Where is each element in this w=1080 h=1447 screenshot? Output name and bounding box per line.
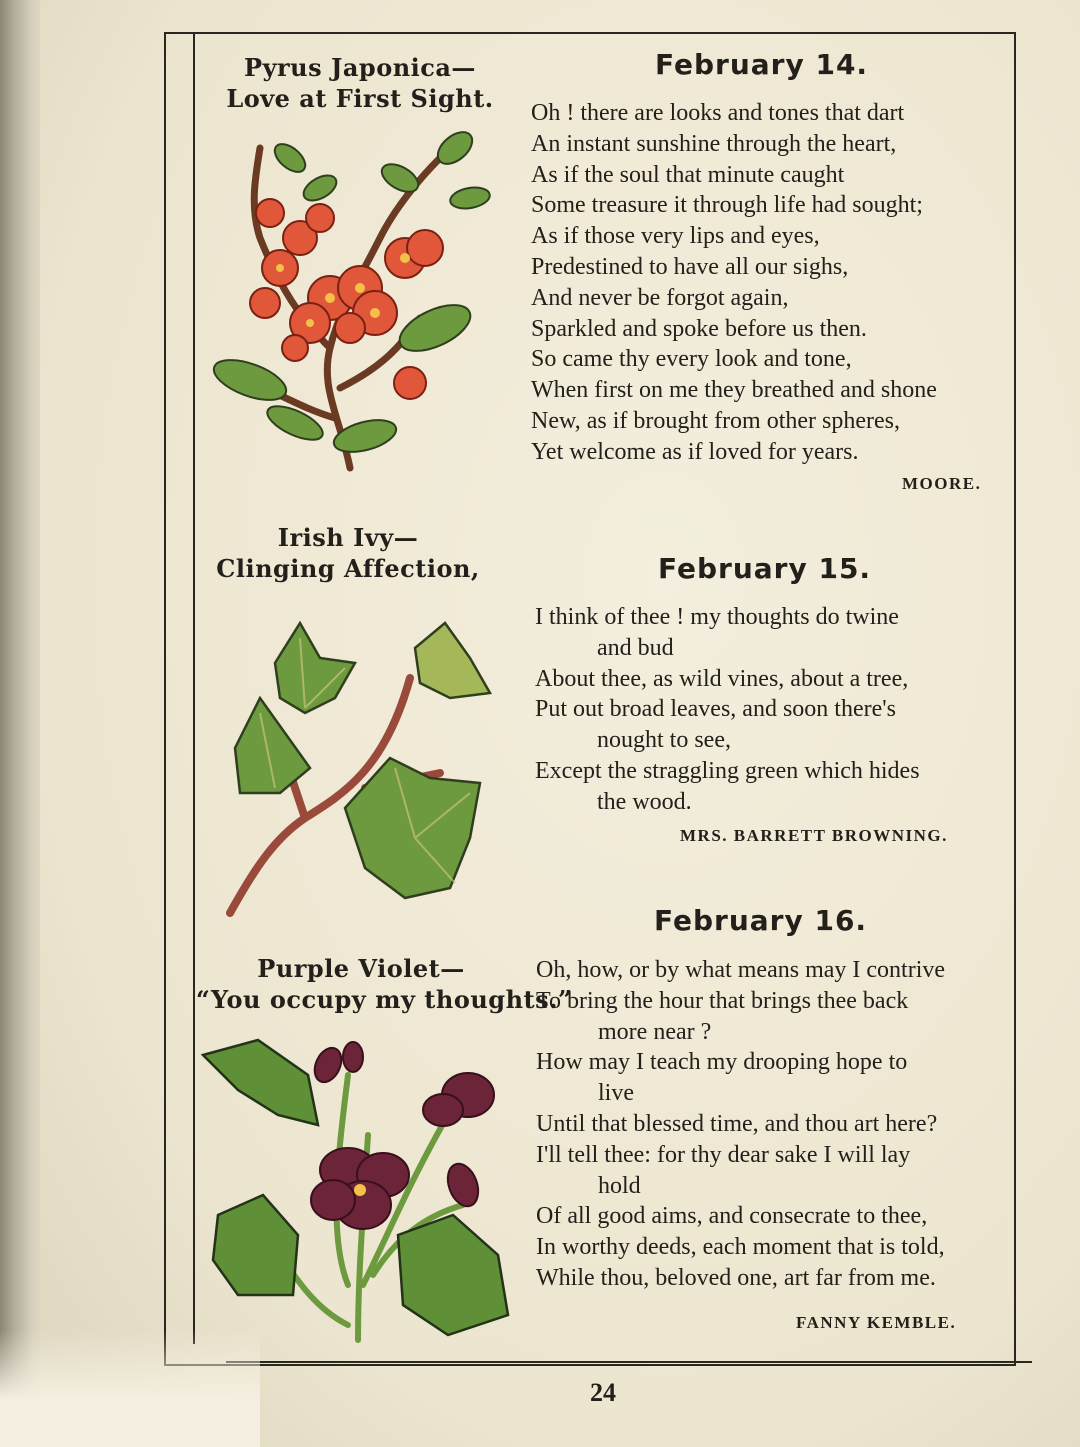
poem-line: more near ? [598, 1018, 712, 1045]
poem-line: Oh ! there are looks and tones that dart [531, 100, 905, 126]
poem-line: As if the soul that minute caught [531, 161, 845, 188]
poem-line: Oh, how, or by what means may I contrive [536, 957, 946, 983]
poem-line: Some treasure it through life had sought; [531, 192, 923, 219]
purple-violet-illustration [198, 1035, 516, 1345]
poem-line: While thou, beloved one, art far from me. [536, 1264, 936, 1291]
poem-line: New, as if brought from other spheres, [531, 407, 901, 434]
poem-line: When first on me they breathed and shone [531, 377, 937, 404]
poem-line: and bud [597, 634, 674, 661]
poem-line: the wood. [597, 788, 692, 815]
page-stain [0, 1330, 260, 1447]
poem-line: I think of thee ! my thoughts do twine [535, 604, 899, 630]
entry-date: February 15. [658, 552, 872, 585]
poem-line: hold [598, 1172, 641, 1199]
poem-line: Yet welcome as if loved for years. [531, 438, 859, 465]
entry-date: February 16. [654, 904, 868, 937]
flower-label-ivy [188, 522, 508, 584]
bottom-rule [226, 1361, 1032, 1363]
flower-label-violet [196, 953, 573, 1015]
column-divider [193, 34, 195, 1344]
poem-line: So came thy every look and tone, [531, 346, 852, 373]
poem-line: Put out broad leaves, and soon there's [535, 696, 896, 723]
poem-line: I'll tell thee: for thy dear sake I will lay [536, 1141, 911, 1168]
entry-date: February 14. [655, 48, 869, 81]
poem-feb-16 [536, 955, 945, 1294]
page-number: 24 [590, 1378, 616, 1407]
poem-line: About thee, as wild vines, about a tree, [535, 665, 909, 692]
poem-line: And never be forgot again, [531, 284, 789, 311]
flower-meaning: “You occupy my thoughts.” [196, 985, 573, 1014]
poem-line: live [598, 1080, 634, 1107]
poem-line: Of all good aims, and consecrate to thee, [536, 1203, 928, 1230]
poem-line: An instant sunshine through the heart, [531, 130, 897, 157]
flower-name: Purple Violet— [257, 954, 465, 983]
poem-line: Sparkled and spoke before us then. [531, 315, 867, 342]
poem-line: In worthy deeds, each moment that is told, [536, 1234, 945, 1261]
flower-name: Pyrus Japonica— [244, 53, 476, 82]
poem-line: Predestined to have all our sighs, [531, 253, 849, 280]
poem-line: Except the straggling green which hides [535, 757, 920, 784]
poem-line: nought to see, [597, 727, 731, 754]
poem-line: As if those very lips and eyes, [531, 223, 820, 250]
poem-author: MRS. BARRETT BROWNING. [680, 826, 948, 845]
poem-author: MOORE. [902, 474, 982, 493]
irish-ivy-illustration [215, 618, 505, 918]
flower-label-pyrus [200, 52, 520, 114]
poem-line: To bring the hour that brings thee back [536, 987, 909, 1014]
pyrus-japonica-illustration [200, 118, 510, 478]
poem-feb-15 [535, 602, 920, 818]
poem-feb-14 [531, 98, 937, 468]
poem-line: Until that blessed time, and thou art here? [536, 1110, 938, 1137]
flower-name: Irish Ivy— [277, 523, 419, 552]
flower-meaning: Love at First Sight. [226, 84, 494, 113]
flower-meaning: Clinging Affection, [216, 554, 480, 583]
poem-author: FANNY KEMBLE. [796, 1313, 957, 1332]
poem-line: How may I teach my drooping hope to [536, 1049, 908, 1076]
